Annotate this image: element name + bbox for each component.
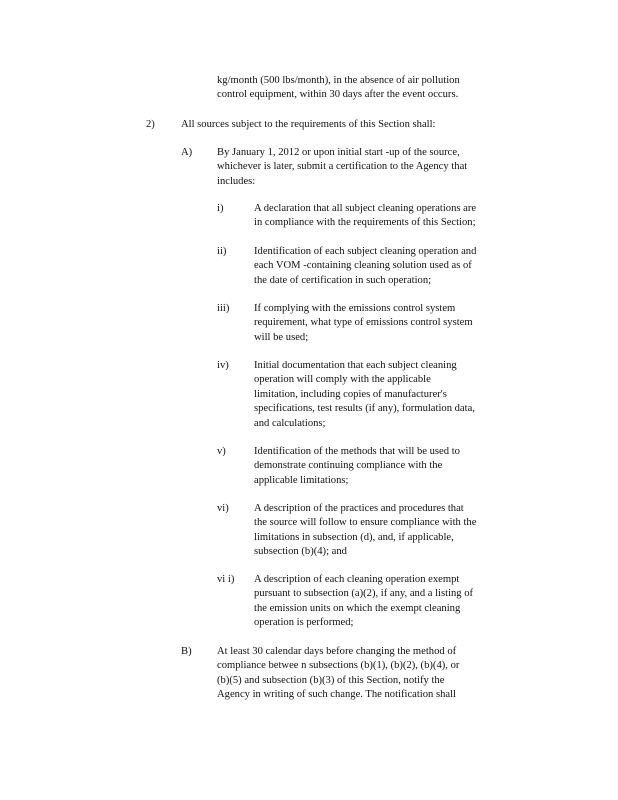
subitem-v-label: v)	[217, 446, 226, 457]
section-2-text: All sources subject to the requirements of this Section shall:	[181, 119, 436, 130]
subitem-i-label: i)	[217, 203, 224, 214]
subitem-vi-text: A description of the practices and procedures that the source will follow to ensure compliance with the limitations in subsection (d), and, if applicable, subsection (b)(4); and	[254, 503, 477, 558]
subitem-iii-label: iii)	[217, 303, 230, 314]
subitem-vi-label: vi)	[217, 503, 229, 514]
item-a-label: A)	[181, 147, 193, 158]
subitem-vii-label: vi i)	[217, 574, 235, 585]
subitem-ii-text: Identification of each subject cleaning operation and each VOM -containing cleaning solution used as of the date of certification in such operation;	[254, 246, 477, 286]
item-b-text: At least 30 calendar days before changing the method of compliance betwee n subsections (b)(1), (b)(2), (b)(4), or (b)(5) and subsection (b)(3) of this Section, notify the Agency in writing of such change. The notification shall	[217, 646, 460, 701]
subitem-ii-label: ii)	[217, 246, 227, 257]
subitem-iv-label: iv)	[217, 360, 229, 371]
subitem-vii-text: A description of each cleaning operation exempt pursuant to subsection (a)(2), if any, and a listing of the emission units on which the exempt cleaning operation is performed;	[254, 574, 474, 629]
item-a-text: By January 1, 2012 or upon initial start -up of the source, whichever is later, submit a certification to the Agency that includes:	[217, 147, 468, 187]
subitem-iv-text: Initial documentation that each subject cleaning operation will comply with the applicable limitation, including copies of manufacturer's specifications, test results (if any), formulation data, and calculations;	[254, 360, 475, 429]
subitem-i-text: A declaration that all subject cleaning operations are in compliance with the requirements of this Section;	[254, 203, 477, 229]
section-2-label: 2)	[146, 119, 155, 130]
continuation-paragraph: kg/month (500 lbs/month), in the absence of air pollution control equipment, within 30 days after the event occurs.	[217, 75, 460, 101]
subitem-iii-text: If complying with the emissions control system requirement, what type of emissions control system will be used;	[254, 303, 473, 343]
item-b-label: B)	[181, 646, 192, 657]
subitem-v-text: Identification of the methods that will be used to demonstrate continuing compliance with the applicable limitations;	[254, 446, 460, 486]
